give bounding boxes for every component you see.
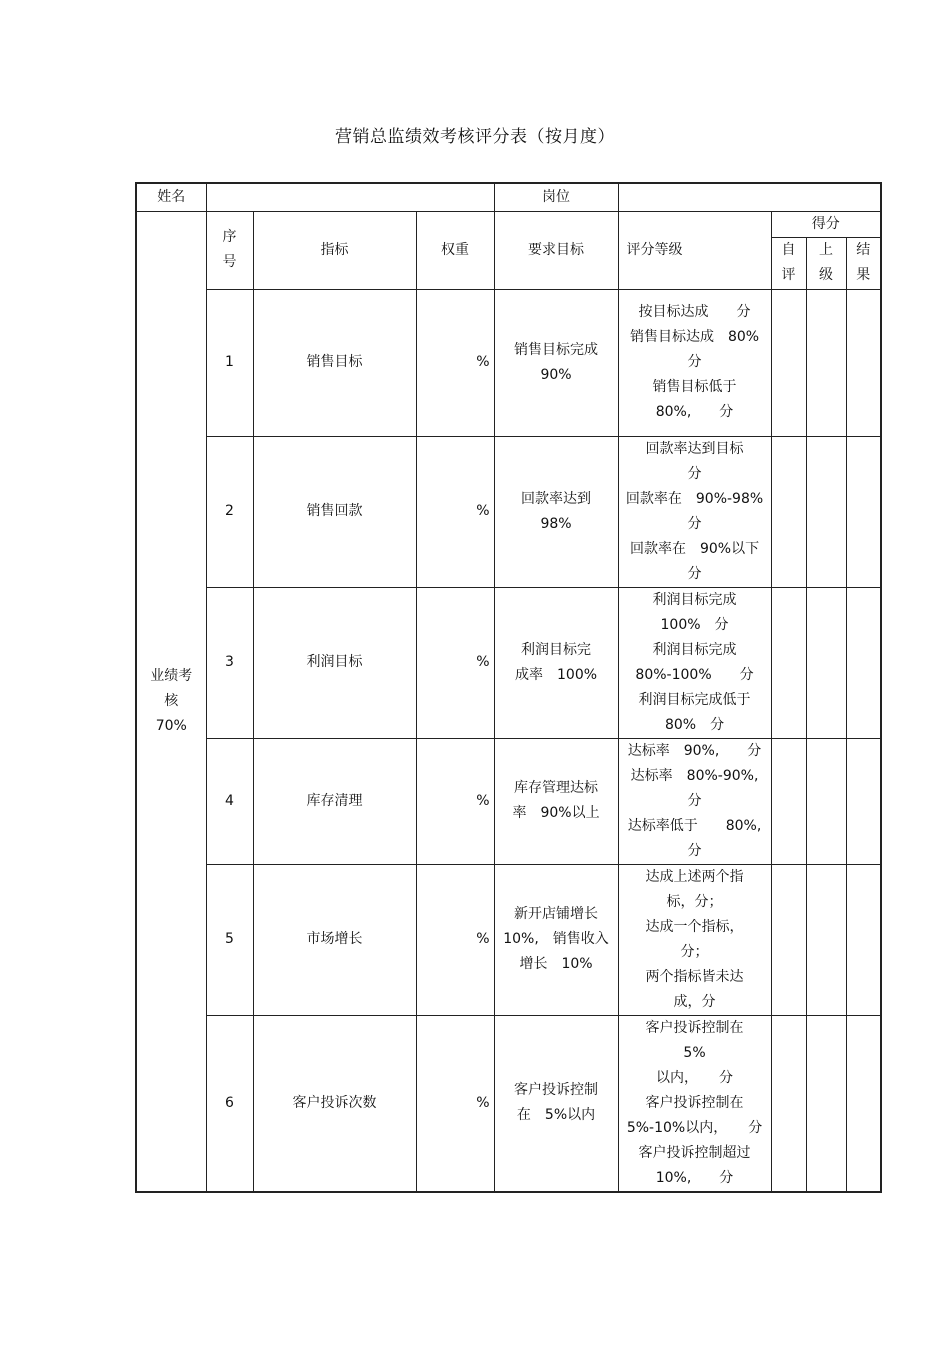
score-result[interactable] bbox=[846, 289, 881, 436]
row-weight[interactable]: % bbox=[416, 1015, 494, 1192]
row-grading: 按目标达成 分 销售目标达成 80% 分 销售目标低于 80%, 分 bbox=[618, 289, 771, 436]
table-row bbox=[136, 587, 881, 738]
row-target: 回款率达到 98% bbox=[494, 436, 618, 587]
col-indicator: 指标 bbox=[253, 211, 416, 289]
score-superior[interactable] bbox=[806, 738, 846, 864]
table-row bbox=[136, 289, 881, 436]
row-target: 客户投诉控制 在 5%以内 bbox=[494, 1015, 618, 1192]
name-label: 姓名 bbox=[136, 183, 206, 211]
table-row bbox=[136, 864, 881, 1015]
row-target: 销售目标完成 90% bbox=[494, 289, 618, 436]
row-weight[interactable]: % bbox=[416, 738, 494, 864]
score-result[interactable] bbox=[846, 738, 881, 864]
col-weight: 权重 bbox=[416, 211, 494, 289]
row-weight[interactable]: % bbox=[416, 436, 494, 587]
row-grading: 客户投诉控制在 5% 以内， 分 客户投诉控制在 5%-10%以内， 分 客户投诉控制超过 10%, 分 bbox=[618, 1015, 771, 1192]
row-indicator: 销售目标 bbox=[253, 289, 416, 436]
row-seq: 6 bbox=[206, 1015, 253, 1192]
score-result[interactable] bbox=[846, 587, 881, 738]
column-header-row-1 bbox=[136, 211, 881, 237]
header-row bbox=[136, 183, 881, 211]
row-seq: 2 bbox=[206, 436, 253, 587]
position-field[interactable] bbox=[618, 183, 881, 211]
row-target: 新开店铺增长 10%, 销售收入 增长 10% bbox=[494, 864, 618, 1015]
score-self[interactable] bbox=[771, 587, 806, 738]
col-score: 得分 bbox=[771, 211, 881, 237]
score-self[interactable] bbox=[771, 1015, 806, 1192]
table-row bbox=[136, 436, 881, 587]
row-indicator: 市场增长 bbox=[253, 864, 416, 1015]
row-seq: 4 bbox=[206, 738, 253, 864]
row-indicator: 库存清理 bbox=[253, 738, 416, 864]
name-field[interactable] bbox=[206, 183, 494, 211]
score-result[interactable] bbox=[846, 436, 881, 587]
row-indicator: 利润目标 bbox=[253, 587, 416, 738]
score-result[interactable] bbox=[846, 864, 881, 1015]
score-self[interactable] bbox=[771, 738, 806, 864]
form-title: 营销总监绩效考核评分表（按月度） bbox=[335, 127, 615, 147]
col-target: 要求目标 bbox=[494, 211, 618, 289]
col-grading: 评分等级 bbox=[618, 211, 771, 289]
score-superior[interactable] bbox=[806, 1015, 846, 1192]
col-superior: 上 级 bbox=[806, 237, 846, 289]
row-target: 库存管理达标 率 90%以上 bbox=[494, 738, 618, 864]
row-weight[interactable]: % bbox=[416, 289, 494, 436]
row-weight[interactable]: % bbox=[416, 864, 494, 1015]
row-target: 利润目标完 成率 100% bbox=[494, 587, 618, 738]
row-grading: 达成上述两个指 标，分； 达成一个指标， 分； 两个指标皆未达 成，分 bbox=[618, 864, 771, 1015]
row-grading: 达标率 90%, 分 达标率 80%-90%, 分 达标率低于 80%, 分 bbox=[618, 738, 771, 864]
row-grading: 利润目标完成 100% 分 利润目标完成 80%-100% 分 利润目标完成低于 80% 分 bbox=[618, 587, 771, 738]
score-superior[interactable] bbox=[806, 289, 846, 436]
table-row bbox=[136, 1015, 881, 1192]
position-label: 岗位 bbox=[494, 183, 618, 211]
score-superior[interactable] bbox=[806, 587, 846, 738]
col-result: 结 果 bbox=[846, 237, 881, 289]
row-weight[interactable]: % bbox=[416, 587, 494, 738]
score-self[interactable] bbox=[771, 864, 806, 1015]
score-self[interactable] bbox=[771, 436, 806, 587]
table-row bbox=[136, 738, 881, 864]
section-performance: 业绩考 核 70% bbox=[136, 211, 206, 1192]
score-result[interactable] bbox=[846, 1015, 881, 1192]
score-superior[interactable] bbox=[806, 436, 846, 587]
evaluation-form-table bbox=[135, 182, 882, 1193]
row-seq: 1 bbox=[206, 289, 253, 436]
row-seq: 5 bbox=[206, 864, 253, 1015]
col-seq: 序 号 bbox=[206, 211, 253, 289]
row-indicator: 客户投诉次数 bbox=[253, 1015, 416, 1192]
col-self: 自 评 bbox=[771, 237, 806, 289]
score-superior[interactable] bbox=[806, 864, 846, 1015]
row-indicator: 销售回款 bbox=[253, 436, 416, 587]
row-grading: 回款率达到目标 分 回款率在 90%-98% 分 回款率在 90%以下 分 bbox=[618, 436, 771, 587]
row-seq: 3 bbox=[206, 587, 253, 738]
score-self[interactable] bbox=[771, 289, 806, 436]
